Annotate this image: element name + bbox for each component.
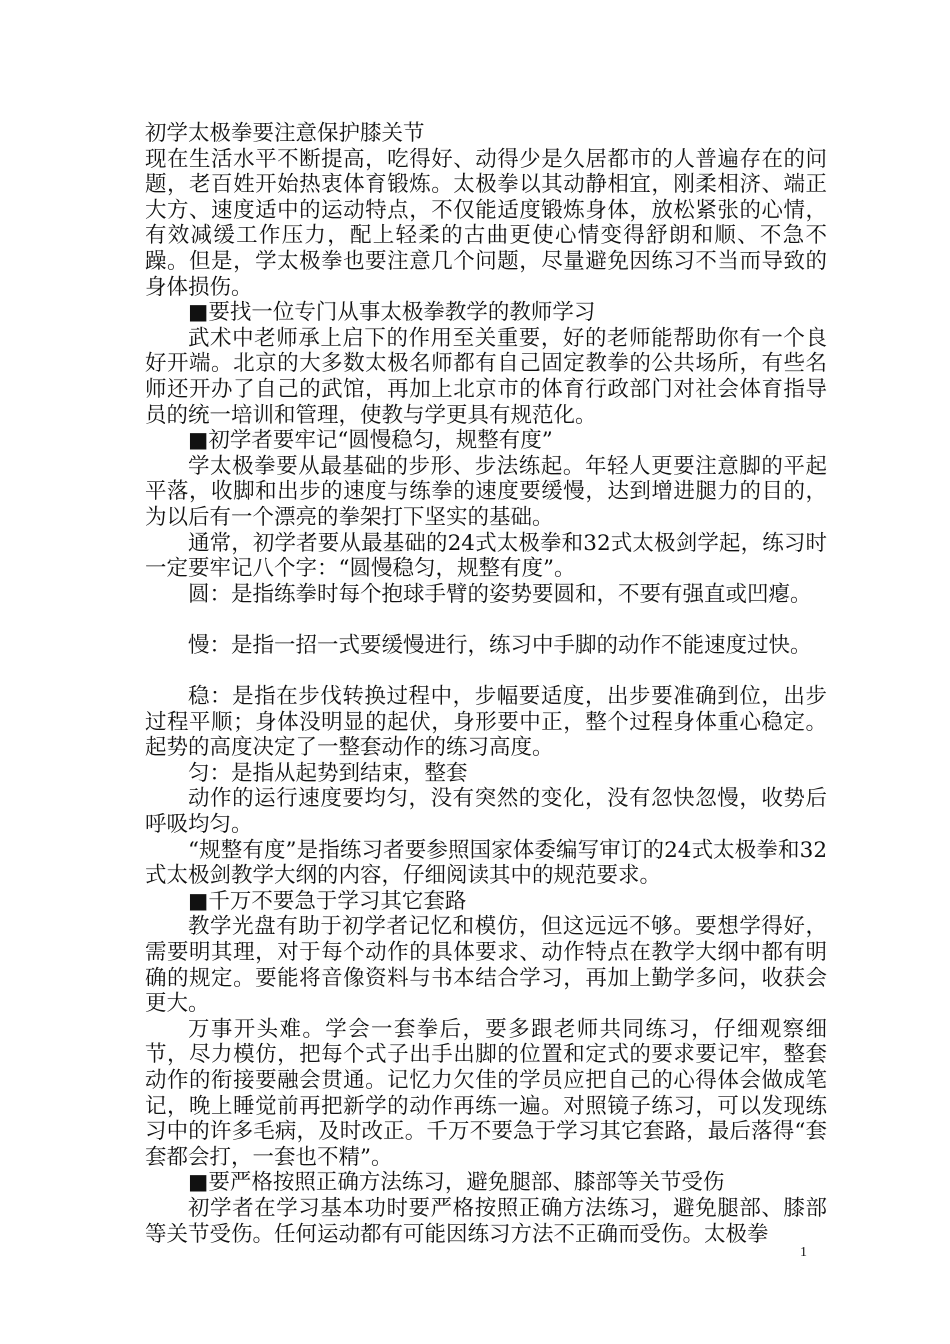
paragraph-steady: 稳：是指在步伐转换过程中，步幅要适度，出步要准确到位，出步过程平顺；身体没明显的起伏，身形要中正，整个过程身体重心稳定。起势的高度决定了一整套动作的练习高度。 bbox=[145, 684, 827, 761]
page-number: 1 bbox=[800, 1245, 807, 1260]
paragraph-video: 教学光盘有助于初学者记忆和模仿，但这远远不够。要想学得好，需要明其理，对于每个动作的具体要求、动作特点在教学大纲中都有明确的规定。要能将音像资料与书本结合学习，再加上勤学多问，收获会更大。 bbox=[145, 914, 827, 1017]
paragraph-method: 初学者在学习基本功时要严格按照正确方法练习，避免腿部、膝部等关节受伤。任何运动都有可能因练习方法不正确而受伤。太极拳 bbox=[145, 1195, 827, 1247]
section-heading-principles: ■初学者要牢记“圆慢稳匀，规整有度” bbox=[188, 428, 553, 454]
paragraph-even-cont: 动作的运行速度要均匀，没有突然的变化，没有忽快忽慢，收势后呼吸均匀。 bbox=[145, 786, 827, 838]
document-body bbox=[145, 121, 827, 1247]
paragraph-standard: “规整有度”是指练习者要参照国家体委编写审订的24式太极拳和32式太极剑教学大纲的内容，仔细阅读其中的规范要求。 bbox=[145, 837, 827, 889]
section-heading-other-routines: ■千万不要急于学习其它套路 bbox=[188, 888, 467, 914]
paragraph-teacher: 武术中老师承上启下的作用至关重要，好的老师能帮助你有一个良好开端。北京的大多数太极名师都有自己固定教拳的公共场所，有些名师还开办了自己的武馆，再加上北京市的体育行政部门对社会体育指导员的统一培训和管理，使教与学更具有规范化。 bbox=[145, 325, 827, 428]
paragraph-eight-characters: 通常，初学者要从最基础的24式太极拳和32式太极剑学起，练习时一定要牢记八个字：“圆慢稳匀，规整有度”。 bbox=[145, 530, 827, 582]
paragraph-slow: 慢：是指一招一式要缓慢进行，练习中手脚的动作不能速度过快。 bbox=[188, 632, 812, 658]
section-heading-teacher: ■要找一位专门从事太极拳教学的教师学习 bbox=[188, 300, 596, 326]
paragraph-round: 圆：是指练拳时每个抱球手臂的姿势要圆和，不要有强直或凹瘪。 bbox=[188, 581, 812, 607]
paragraph-basics: 学太极拳要从最基础的步形、步法练起。年轻人更要注意脚的平起平落，收脚和出步的速度与练拳的速度要缓慢，达到增进腿力的目的，为以后有一个漂亮的拳架打下坚实的基础。 bbox=[145, 453, 827, 530]
section-heading-method: ■要严格按照正确方法练习，避免腿部、膝部等关节受伤 bbox=[188, 1170, 725, 1196]
intro-paragraph: 现在生活水平不断提高，吃得好、动得少是久居都市的人普遍存在的问题，老百姓开始热衷体育锻炼。太极拳以其动静相宜，刚柔相济、端正大方、速度适中的运动特点，不仅能适度锻炼身体，放松紧张的心情，有效减缓工作压力，配上轻柔的古曲更使心情变得舒朗和顺、不急不躁。但是，学太极拳也要注意几个问题，尽量避免因练习不当而导致的身体损伤。 bbox=[145, 146, 827, 300]
paragraph-beginning: 万事开头难。学会一套拳后，要多跟老师共同练习，仔细观察细节，尽力模仿，把每个式子出手出脚的位置和定式的要求要记牢，整套动作的衔接要融会贯通。记忆力欠佳的学员应把自己的心得体会做成笔记，晚上睡觉前再把新学的动作再练一遍。对照镜子练习，可以发现练习中的许多毛病，及时改正。千万不要急于学习其它套路，最后落得“套套都会打，一套也不精”。 bbox=[145, 1016, 827, 1170]
paragraph-even-start: 匀：是指从起势到结束，整套 bbox=[188, 760, 468, 786]
document-title: 初学太极拳要注意保护膝关节 bbox=[145, 121, 425, 146]
